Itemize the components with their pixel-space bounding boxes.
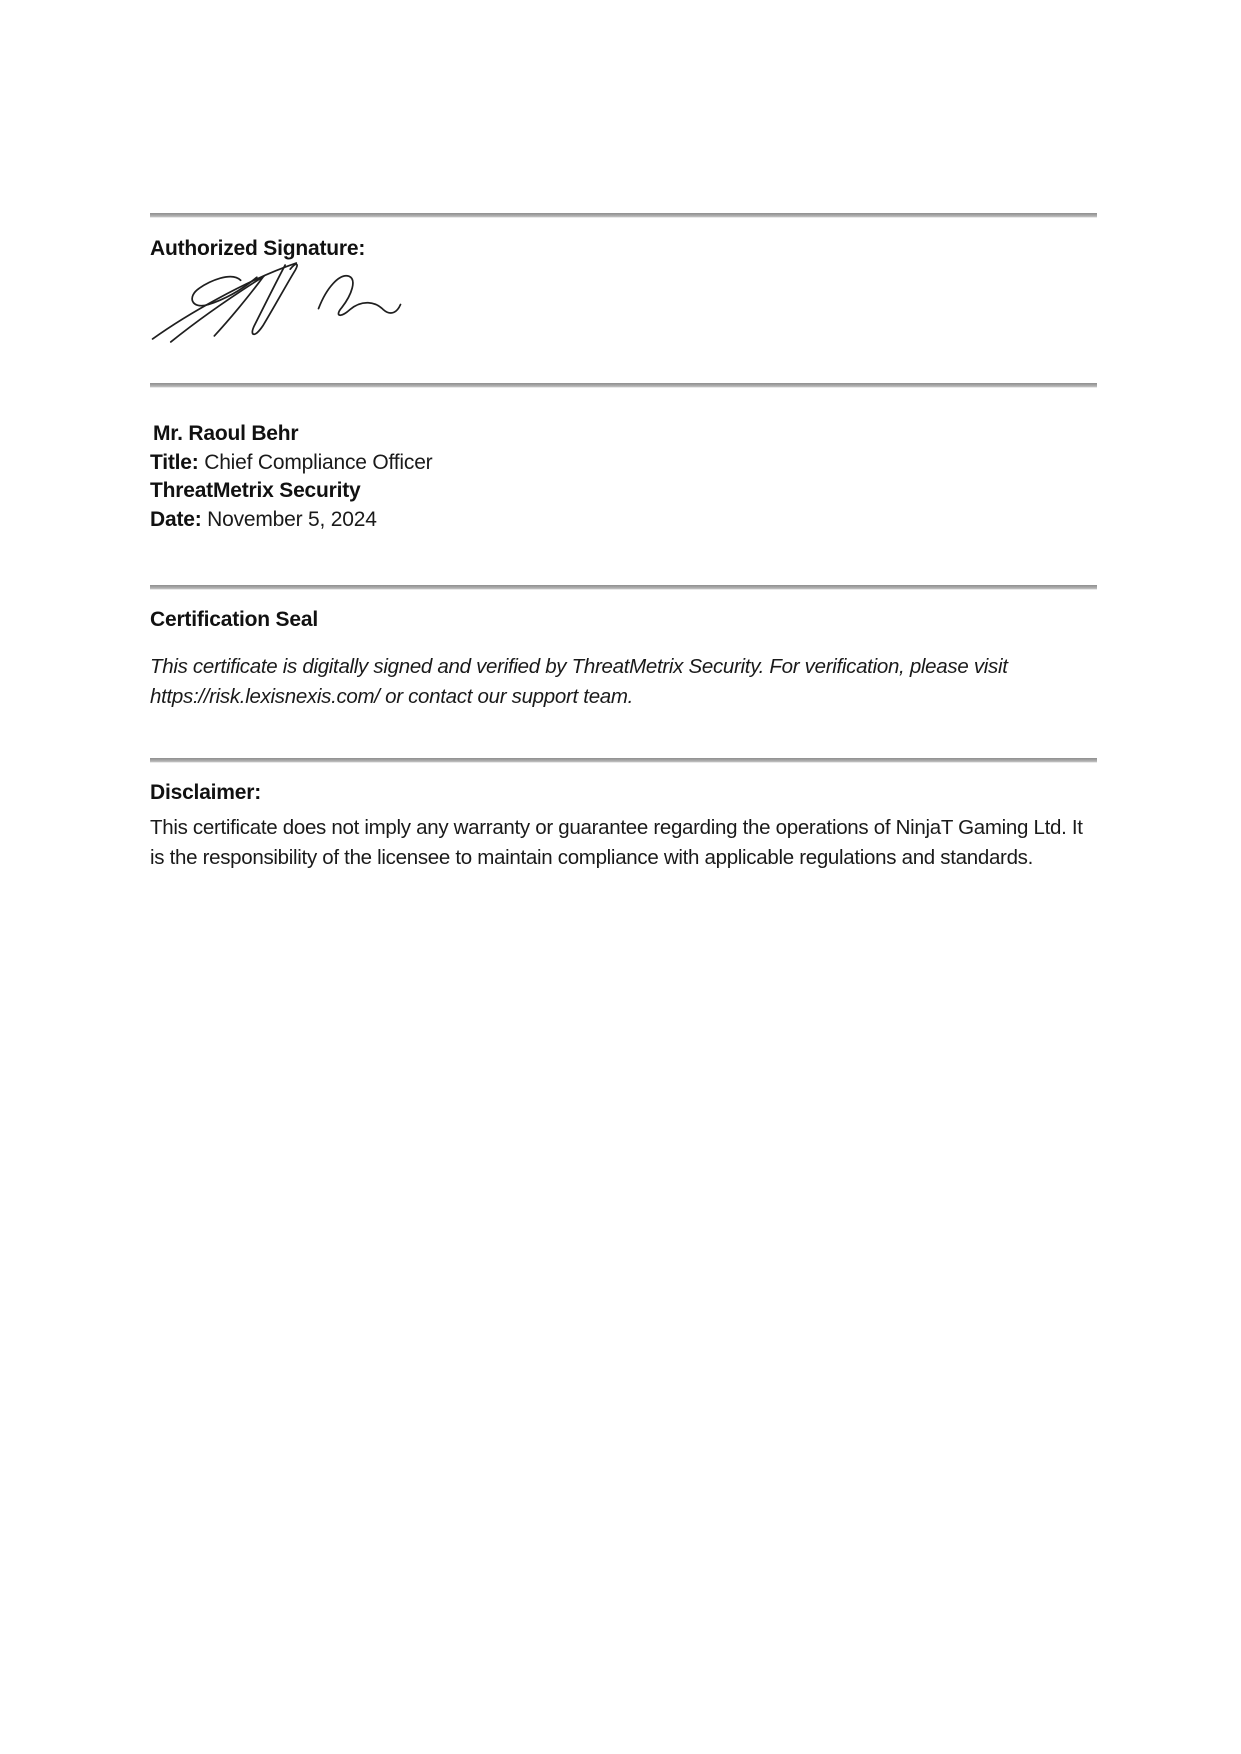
disclaimer-heading: Disclaimer: xyxy=(150,781,262,804)
handwritten-signature-icon xyxy=(142,258,404,344)
title-value: Chief Compliance Officer xyxy=(204,450,433,474)
signatory-info-block xyxy=(150,420,1097,534)
section-divider xyxy=(150,213,1097,217)
signature-image xyxy=(142,258,404,344)
section-divider xyxy=(150,383,1097,387)
date-label: Date: xyxy=(150,507,202,531)
title-label: Title: xyxy=(150,450,199,474)
authorized-signature-heading: Authorized Signature: xyxy=(150,237,366,260)
section-divider xyxy=(150,758,1097,762)
date-value: November 5, 2024 xyxy=(207,507,377,531)
document-content xyxy=(0,213,1241,873)
section-divider xyxy=(150,585,1097,589)
signatory-title-line xyxy=(150,449,1097,478)
signatory-organization: ThreatMetrix Security xyxy=(150,479,361,502)
signatory-name: Mr. Raoul Behr xyxy=(153,422,299,445)
disclaimer-text: This certificate does not imply any warranty or guarantee regarding the operations of NinjaT Gaming Ltd. It is the responsibility of the licensee to maintain compliance with applicable regulations and standards. xyxy=(150,816,1083,869)
certification-seal-text: This certificate is digitally signed and verified by ThreatMetrix Security. For verification, please visit https://risk.lexisnexis.com/ or contact our support team. xyxy=(150,655,1008,708)
signatory-date-line xyxy=(150,506,1097,535)
certification-seal-heading: Certification Seal xyxy=(150,608,318,631)
